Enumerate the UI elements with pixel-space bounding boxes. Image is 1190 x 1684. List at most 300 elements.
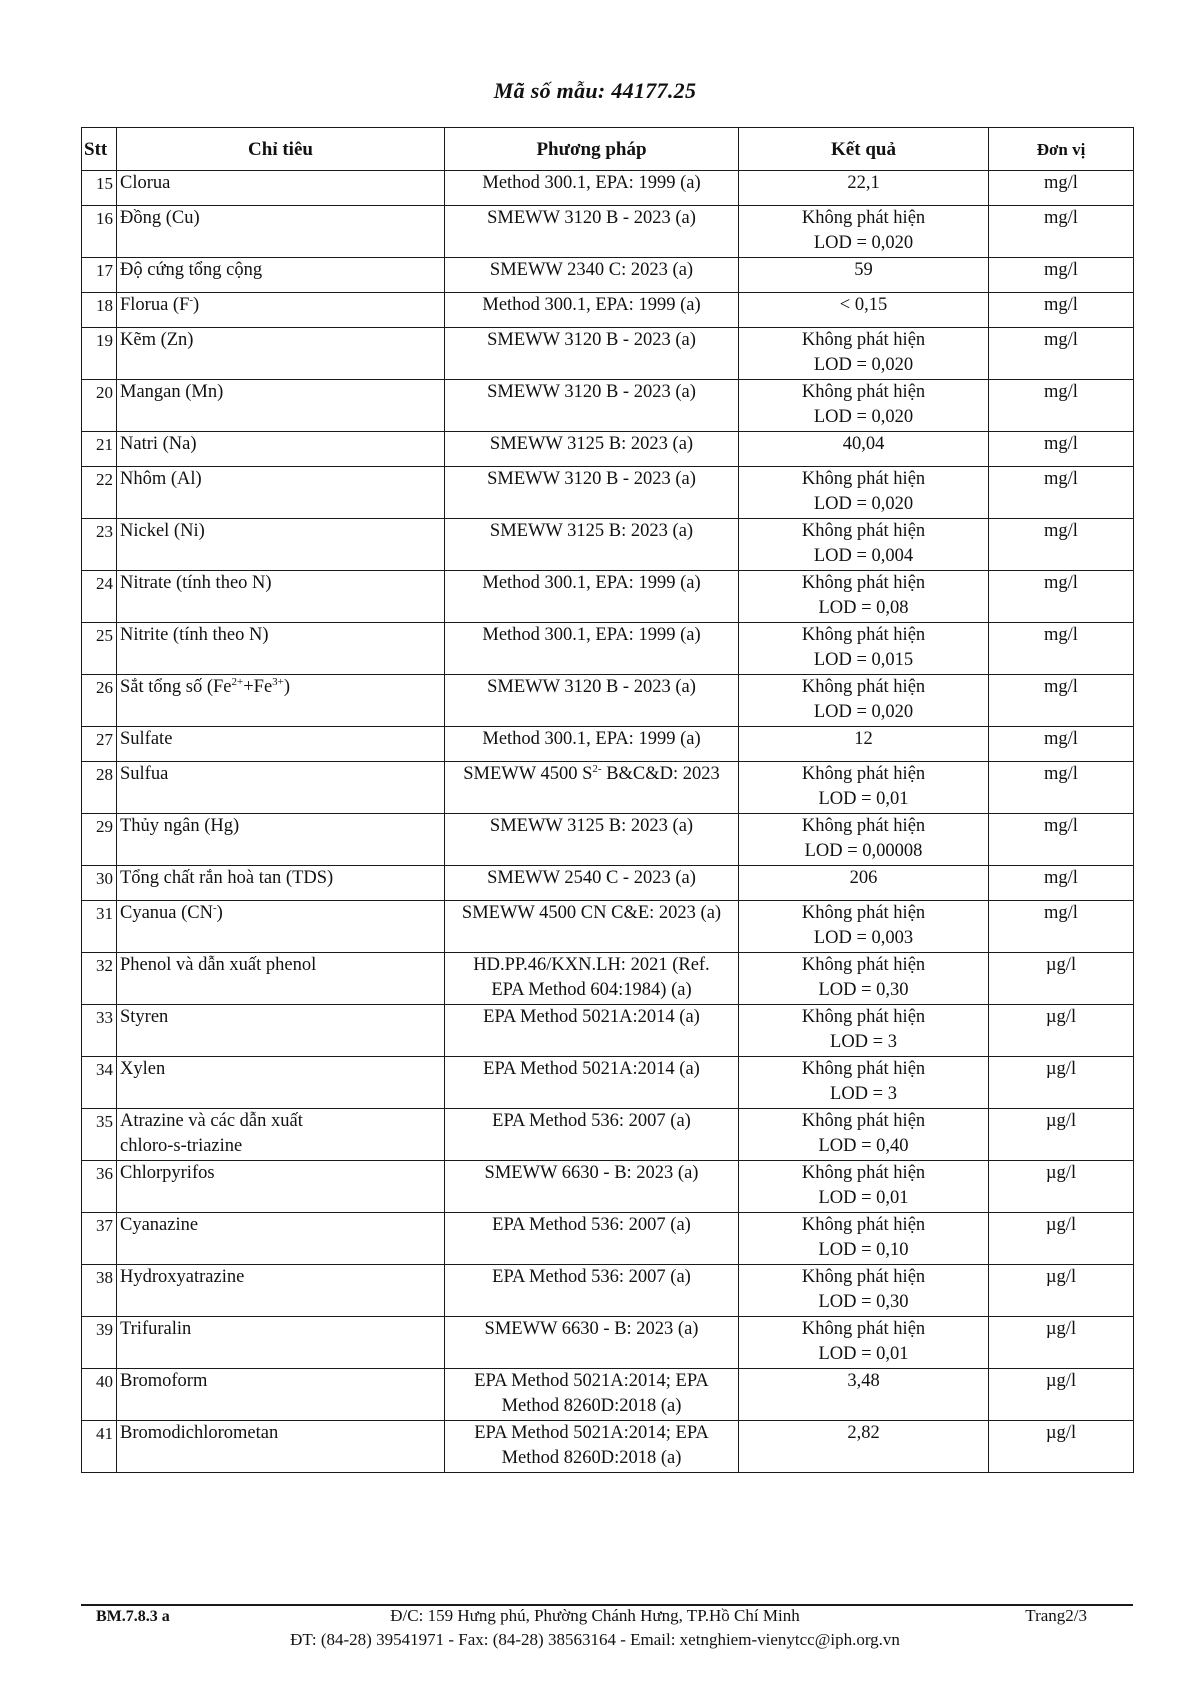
row-stt — [82, 293, 117, 328]
row-result — [739, 467, 989, 519]
row-parameter — [117, 1213, 445, 1265]
lod-value: LOD = 0,003 — [813, 928, 914, 948]
parameter-name: Sulfate — [120, 729, 173, 749]
result-value: 59 — [854, 260, 873, 280]
table-row — [82, 571, 1134, 623]
method-text: SMEWW 3120 B - 2023 (a) — [487, 469, 696, 489]
result-value: Không phát hiện — [801, 208, 926, 228]
parameter-line — [120, 814, 441, 839]
row-unit — [989, 519, 1134, 571]
row-unit — [989, 866, 1134, 901]
header-method: Phương pháp — [445, 128, 739, 171]
row-unit — [989, 1317, 1134, 1369]
row-parameter — [117, 328, 445, 380]
row-result — [739, 380, 989, 432]
row-stt — [82, 571, 117, 623]
row-stt — [82, 206, 117, 258]
method-text: EPA Method 536: 2007 (a) — [492, 1215, 691, 1235]
row-unit — [989, 762, 1134, 814]
unit-value: mg/l — [1044, 764, 1078, 784]
row-unit — [989, 206, 1134, 258]
method-line — [448, 519, 735, 544]
parameter-line — [120, 675, 441, 700]
parameter-line — [120, 1265, 441, 1290]
method-text-line2: EPA Method 604:1984) (a) — [491, 980, 692, 1000]
row-unit — [989, 1109, 1134, 1161]
footer-contact: ĐT: (84-28) 39541971 - Fax: (84-28) 38563164 - Email: xetnghiem-vienytcc@iph.org.vn — [290, 1630, 900, 1649]
row-result — [739, 953, 989, 1005]
row-stt — [82, 328, 117, 380]
result-value: Không phát hiện — [801, 903, 926, 923]
result-value: Không phát hiện — [801, 382, 926, 402]
table-row — [82, 1317, 1134, 1369]
row-parameter — [117, 571, 445, 623]
row-stt — [82, 953, 117, 1005]
lod-value: LOD = 0,00008 — [804, 841, 923, 861]
row-parameter — [117, 1317, 445, 1369]
unit-value: µg/l — [1045, 955, 1077, 975]
method-line — [448, 171, 735, 196]
parameter-line — [120, 1109, 441, 1134]
row-method — [445, 1057, 739, 1109]
row-parameter — [117, 206, 445, 258]
parameter-name: Clorua — [120, 173, 171, 193]
method-line — [448, 1005, 735, 1030]
unit-value: mg/l — [1044, 295, 1078, 315]
stt-value: 27 — [96, 730, 113, 749]
method-text: EPA Method 536: 2007 (a) — [492, 1111, 691, 1131]
row-method — [445, 623, 739, 675]
header-result: Kết quả — [739, 128, 989, 171]
unit-value: µg/l — [1045, 1267, 1077, 1287]
lod-value: LOD = 3 — [830, 1032, 897, 1052]
superscript: 2+ — [231, 675, 244, 688]
row-method — [445, 1317, 739, 1369]
row-method — [445, 1109, 739, 1161]
row-method — [445, 1265, 739, 1317]
method-text: Method 300.1, EPA: 1999 (a) — [482, 729, 701, 749]
table-row — [82, 675, 1134, 727]
parameter-line — [120, 953, 441, 978]
row-result — [739, 1265, 989, 1317]
row-stt — [82, 258, 117, 293]
table-row — [82, 171, 1134, 206]
stt-value: 31 — [96, 904, 113, 923]
parameter-line — [120, 1421, 441, 1446]
row-result — [739, 762, 989, 814]
parameter-line — [120, 293, 441, 318]
row-stt — [82, 727, 117, 762]
row-result — [739, 293, 989, 328]
table-row — [82, 762, 1134, 814]
method-text: SMEWW 2340 C: 2023 (a) — [489, 260, 694, 280]
row-method — [445, 901, 739, 953]
method-text: Method 300.1, EPA: 1999 (a) — [482, 173, 701, 193]
method-text: EPA Method 5021A:2014 (a) — [483, 1059, 700, 1079]
stt-value: 22 — [96, 470, 113, 489]
row-parameter — [117, 727, 445, 762]
row-method — [445, 1161, 739, 1213]
result-value: Không phát hiện — [801, 521, 926, 541]
stt-value: 18 — [96, 296, 113, 315]
parameter-name-part: +Fe — [243, 677, 273, 697]
page-number: Trang2/3 — [1025, 1606, 1087, 1625]
row-unit — [989, 675, 1134, 727]
method-text-line2: Method 8260D:2018 (a) — [501, 1396, 682, 1416]
row-result — [739, 1317, 989, 1369]
row-parameter — [117, 762, 445, 814]
result-value: 12 — [854, 729, 873, 749]
parameter-name: Chlorpyrifos — [120, 1163, 215, 1183]
method-line — [448, 623, 735, 648]
unit-value: µg/l — [1045, 1423, 1077, 1443]
result-value: Không phát hiện — [801, 1111, 926, 1131]
row-stt — [82, 866, 117, 901]
method-text: Method 300.1, EPA: 1999 (a) — [482, 625, 701, 645]
table-row — [82, 380, 1134, 432]
parameter-name: Trifuralin — [120, 1319, 192, 1339]
row-method — [445, 206, 739, 258]
row-unit — [989, 1057, 1134, 1109]
result-value: Không phát hiện — [801, 677, 926, 697]
parameter-name: Nickel (Ni) — [120, 521, 205, 541]
result-value: Không phát hiện — [801, 764, 926, 784]
table-row — [82, 1161, 1134, 1213]
superscript: - — [213, 901, 217, 914]
row-result — [739, 1005, 989, 1057]
stt-value: 19 — [96, 331, 113, 350]
method-text-line2: Method 8260D:2018 (a) — [501, 1448, 682, 1468]
method-text: EPA Method 5021A:2014; EPA — [474, 1371, 709, 1391]
superscript: - — [189, 293, 194, 306]
row-result — [739, 901, 989, 953]
parameter-name: Sulfua — [120, 764, 169, 784]
result-value: Không phát hiện — [801, 330, 926, 350]
method-text: SMEWW 3120 B - 2023 (a) — [487, 382, 696, 402]
method-text: SMEWW 4500 S — [463, 764, 593, 784]
stt-value: 36 — [96, 1164, 113, 1183]
parameter-name: Bromodichlorometan — [120, 1423, 279, 1443]
stt-value: 15 — [96, 174, 113, 193]
table-row — [82, 1369, 1134, 1421]
method-line — [448, 467, 735, 492]
row-method — [445, 328, 739, 380]
parameter-line — [120, 328, 441, 353]
row-result — [739, 1161, 989, 1213]
method-line — [448, 1421, 735, 1446]
lod-value: LOD = 0,020 — [813, 702, 914, 722]
unit-value: mg/l — [1044, 434, 1078, 454]
row-parameter — [117, 675, 445, 727]
lod-value: LOD = 0,020 — [813, 407, 914, 427]
form-code: BM.7.8.3 a — [96, 1608, 170, 1625]
row-unit — [989, 258, 1134, 293]
parameter-name: Styren — [120, 1007, 169, 1027]
row-unit — [989, 1213, 1134, 1265]
method-text: SMEWW 3125 B: 2023 (a) — [489, 434, 694, 454]
row-stt — [82, 814, 117, 866]
parameter-line — [120, 519, 441, 544]
row-parameter — [117, 623, 445, 675]
parameter-line — [120, 206, 441, 231]
row-stt — [82, 1317, 117, 1369]
row-parameter — [117, 1161, 445, 1213]
row-result — [739, 1057, 989, 1109]
lod-value: LOD = 3 — [830, 1084, 897, 1104]
method-line — [448, 293, 735, 318]
unit-value: mg/l — [1044, 521, 1078, 541]
parameter-name: Phenol và dẫn xuất phenol — [120, 955, 317, 975]
row-parameter — [117, 467, 445, 519]
parameter-name: Kẽm (Zn) — [120, 330, 194, 350]
row-method — [445, 1369, 739, 1421]
parameter-name: Florua (F — [120, 295, 190, 315]
row-method — [445, 675, 739, 727]
parameter-line — [120, 866, 441, 891]
method-line — [448, 1109, 735, 1134]
method-text: SMEWW 3120 B - 2023 (a) — [487, 208, 696, 228]
unit-value: mg/l — [1044, 330, 1078, 350]
row-stt — [82, 762, 117, 814]
row-unit — [989, 432, 1134, 467]
parameter-line — [120, 1161, 441, 1186]
row-parameter — [117, 866, 445, 901]
row-stt — [82, 432, 117, 467]
row-parameter — [117, 1005, 445, 1057]
unit-value: mg/l — [1044, 382, 1078, 402]
row-method — [445, 727, 739, 762]
method-text: SMEWW 6630 - B: 2023 (a) — [484, 1163, 699, 1183]
row-parameter — [117, 519, 445, 571]
stt-value: 16 — [96, 209, 113, 228]
row-unit — [989, 467, 1134, 519]
table-row — [82, 467, 1134, 519]
row-method — [445, 953, 739, 1005]
row-result — [739, 432, 989, 467]
row-method — [445, 171, 739, 206]
row-stt — [82, 380, 117, 432]
parameter-name: Độ cứng tổng cộng — [120, 260, 263, 280]
method-line — [448, 727, 735, 752]
row-unit — [989, 171, 1134, 206]
method-line — [448, 206, 735, 231]
unit-value: mg/l — [1044, 625, 1078, 645]
method-text: Method 300.1, EPA: 1999 (a) — [482, 295, 701, 315]
result-value: Không phát hiện — [801, 625, 926, 645]
parameter-name: Nitrite (tính theo N) — [120, 625, 269, 645]
row-parameter — [117, 432, 445, 467]
method-line — [448, 901, 735, 926]
unit-value: µg/l — [1045, 1059, 1077, 1079]
row-result — [739, 1421, 989, 1473]
row-method — [445, 1213, 739, 1265]
result-value: 40,04 — [842, 434, 885, 454]
parameter-line — [120, 901, 441, 926]
row-method — [445, 258, 739, 293]
method-line — [448, 953, 735, 978]
result-value: Không phát hiện — [801, 469, 926, 489]
lod-value: LOD = 0,020 — [813, 355, 914, 375]
row-method — [445, 571, 739, 623]
stt-value: 30 — [96, 869, 113, 888]
result-value: Không phát hiện — [801, 955, 926, 975]
method-text: SMEWW 3125 B: 2023 (a) — [489, 816, 694, 836]
row-result — [739, 571, 989, 623]
row-result — [739, 1109, 989, 1161]
lod-value: LOD = 0,01 — [818, 1188, 909, 1208]
lod-value: LOD = 0,004 — [813, 546, 914, 566]
unit-value: mg/l — [1044, 903, 1078, 923]
row-parameter — [117, 901, 445, 953]
method-line — [448, 1161, 735, 1186]
method-line — [448, 866, 735, 891]
row-unit — [989, 1369, 1134, 1421]
row-parameter — [117, 1265, 445, 1317]
table-row — [82, 866, 1134, 901]
method-text-part: B&C&D: 2023 — [601, 764, 720, 784]
row-result — [739, 519, 989, 571]
row-stt — [82, 467, 117, 519]
method-line — [448, 814, 735, 839]
lod-value: LOD = 0,020 — [813, 233, 914, 253]
row-unit — [989, 1265, 1134, 1317]
row-stt — [82, 1369, 117, 1421]
parameter-line — [120, 1005, 441, 1030]
row-result — [739, 328, 989, 380]
method-line — [448, 328, 735, 353]
row-result — [739, 258, 989, 293]
parameter-name: Tổng chất rắn hoà tan (TDS) — [120, 868, 334, 888]
result-value: Không phát hiện — [801, 1059, 926, 1079]
footer-address: Đ/C: 159 Hưng phú, Phường Chánh Hưng, TP.Hồ Chí Minh — [390, 1606, 800, 1625]
method-line — [448, 762, 735, 787]
stt-value: 33 — [96, 1008, 113, 1027]
table-row — [82, 258, 1134, 293]
stt-value: 34 — [96, 1060, 113, 1079]
header-parameter: Chỉ tiêu — [117, 128, 445, 171]
result-value: Không phát hiện — [801, 1267, 926, 1287]
row-method — [445, 380, 739, 432]
unit-value: µg/l — [1045, 1163, 1077, 1183]
row-method — [445, 467, 739, 519]
table-body — [82, 171, 1134, 1473]
row-stt — [82, 1265, 117, 1317]
row-parameter — [117, 380, 445, 432]
table-header-row — [82, 128, 1134, 171]
parameter-name: Hydroxyatrazine — [120, 1267, 245, 1287]
sample-code-title: Mã số mẫu: 44177.25 — [493, 78, 697, 103]
stt-value: 21 — [96, 435, 113, 454]
superscript: 2- — [592, 762, 602, 775]
table-row — [82, 1109, 1134, 1161]
parameter-name: Bromoform — [120, 1371, 208, 1391]
row-stt — [82, 1161, 117, 1213]
row-stt — [82, 171, 117, 206]
method-text: SMEWW 3120 B - 2023 (a) — [487, 330, 696, 350]
stt-value: 17 — [96, 261, 113, 280]
row-method — [445, 1005, 739, 1057]
row-method — [445, 866, 739, 901]
stt-value: 35 — [96, 1112, 113, 1131]
row-stt — [82, 1421, 117, 1473]
stt-value: 26 — [96, 678, 113, 697]
row-unit — [989, 328, 1134, 380]
result-value: Không phát hiện — [801, 816, 926, 836]
row-result — [739, 866, 989, 901]
row-method — [445, 519, 739, 571]
row-stt — [82, 623, 117, 675]
parameter-name: Mangan (Mn) — [120, 382, 224, 402]
stt-value: 38 — [96, 1268, 113, 1287]
method-line — [448, 1369, 735, 1394]
row-parameter — [117, 814, 445, 866]
result-value: 2,82 — [847, 1423, 880, 1443]
table-row — [82, 623, 1134, 675]
row-stt — [82, 1057, 117, 1109]
parameter-name: Cyanua (CN — [120, 903, 213, 923]
method-line — [448, 1213, 735, 1238]
result-value: 22,1 — [847, 173, 880, 193]
parameter-name: Natri (Na) — [120, 434, 197, 454]
row-parameter — [117, 1057, 445, 1109]
method-text: SMEWW 2540 C - 2023 (a) — [487, 868, 696, 888]
row-stt — [82, 1109, 117, 1161]
table-row — [82, 727, 1134, 762]
unit-value: mg/l — [1044, 816, 1078, 836]
parameter-name-part: ) — [216, 903, 223, 923]
result-value: < 0,15 — [839, 295, 888, 315]
result-value: Không phát hiện — [801, 573, 926, 593]
row-unit — [989, 1161, 1134, 1213]
row-stt — [82, 675, 117, 727]
parameter-name: Atrazine và các dẫn xuất — [120, 1111, 303, 1131]
lod-value: LOD = 0,020 — [813, 494, 914, 514]
lod-value: LOD = 0,30 — [818, 980, 909, 1000]
method-text: EPA Method 536: 2007 (a) — [492, 1267, 691, 1287]
row-unit — [989, 293, 1134, 328]
header-stt: Stt — [82, 128, 117, 171]
method-line — [448, 432, 735, 457]
table-row — [82, 1005, 1134, 1057]
unit-value: mg/l — [1044, 208, 1078, 228]
parameter-line — [120, 1213, 441, 1238]
parameter-line — [120, 571, 441, 596]
stt-value: 29 — [96, 817, 113, 836]
header-unit: Đơn vị — [989, 128, 1134, 171]
method-text: HD.PP.46/KXN.LH: 2021 (Ref. — [473, 955, 710, 975]
table-row — [82, 519, 1134, 571]
result-value: Không phát hiện — [801, 1007, 926, 1027]
unit-value: µg/l — [1045, 1371, 1077, 1391]
parameter-name: Nitrate (tính theo N) — [120, 573, 272, 593]
row-result — [739, 675, 989, 727]
row-unit — [989, 380, 1134, 432]
stt-value: 24 — [96, 574, 113, 593]
method-text: EPA Method 5021A:2014; EPA — [474, 1423, 709, 1443]
method-line — [448, 1057, 735, 1082]
unit-value: mg/l — [1044, 260, 1078, 280]
parameter-name-part: ) — [193, 295, 200, 315]
row-method — [445, 762, 739, 814]
parameter-line — [120, 1317, 441, 1342]
method-line — [448, 1317, 735, 1342]
unit-value: mg/l — [1044, 868, 1078, 888]
row-result — [739, 727, 989, 762]
stt-value: 40 — [96, 1372, 113, 1391]
superscript: 3+ — [272, 675, 284, 688]
table-row — [82, 206, 1134, 258]
row-parameter — [117, 258, 445, 293]
